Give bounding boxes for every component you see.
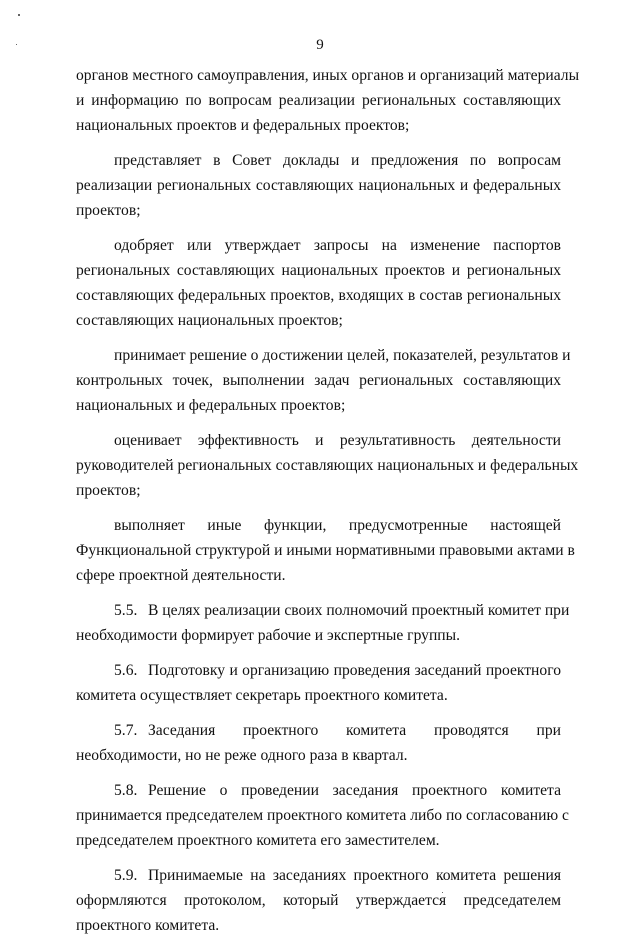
text-line: составляющих национальных проектов; bbox=[76, 312, 343, 329]
text-line: контрольных точек, выполнении задач региональных составляющих bbox=[76, 372, 561, 389]
text-line: необходимости, но не реже одного раза в квартал. bbox=[76, 747, 408, 764]
clause-number: 5.8. bbox=[114, 782, 138, 799]
text-line: одобряет или утверждает запросы на изменение паспортов bbox=[114, 237, 561, 254]
clause-number: 5.7. bbox=[114, 722, 138, 739]
paragraph-evaluates bbox=[76, 428, 579, 503]
text-line bbox=[76, 778, 561, 803]
text-line: представляет в Совет доклады и предложения по вопросам bbox=[114, 152, 561, 169]
clause-5-7 bbox=[76, 718, 561, 768]
text-line: сфере проектной деятельности. bbox=[76, 567, 286, 584]
scan-speck bbox=[18, 14, 20, 16]
clause-text: Подготовку и организацию проведения заседаний проектного bbox=[148, 662, 561, 679]
paragraph-decision-goals bbox=[76, 343, 571, 418]
text-line: оценивает эффективность и результативность деятельности bbox=[114, 432, 561, 449]
text-line: комитета осуществляет секретарь проектного комитета. bbox=[76, 687, 448, 704]
text-line: национальных проектов и федеральных проектов; bbox=[76, 117, 410, 134]
text-line: председателем проектного комитета его заместителем. bbox=[76, 832, 440, 849]
text-line bbox=[76, 598, 570, 623]
paragraph-approves-requests bbox=[76, 233, 561, 333]
text-line: проектов; bbox=[76, 202, 141, 219]
text-line: и информацию по вопросам реализации региональных составляющих bbox=[76, 92, 561, 109]
document-body bbox=[76, 63, 580, 948]
clause-number: 5.9. bbox=[114, 867, 138, 884]
text-line: реализации региональных составляющих национальных и федеральных bbox=[76, 177, 561, 194]
clause-text: В целях реализации своих полномочий проектный комитет при bbox=[148, 602, 570, 619]
text-line: выполняет иные функции, предусмотренные настоящей bbox=[114, 517, 561, 534]
text-line: руководителей региональных составляющих национальных и федеральных bbox=[76, 457, 579, 474]
paragraph-other-functions bbox=[76, 513, 575, 588]
clause-number: 5.6. bbox=[114, 662, 138, 679]
clause-text: Заседания проектного комитета проводятся при bbox=[148, 722, 561, 739]
text-line: принимается председателем проектного комитета либо по согласованию с bbox=[76, 807, 569, 824]
clause-5-8 bbox=[76, 778, 569, 853]
text-line: органов местного самоуправления, иных органов и организаций материалы bbox=[76, 67, 580, 84]
text-line bbox=[76, 718, 561, 743]
text-line: оформляются протоколом, который утверждается председателем bbox=[76, 892, 561, 909]
page-number: 9 bbox=[316, 37, 324, 53]
text-line: проектов; bbox=[76, 482, 141, 499]
clause-5-9 bbox=[76, 863, 561, 938]
clause-text: Принимаемые на заседаниях проектного комитета решения bbox=[148, 867, 561, 884]
text-line: принимает решение о достижении целей, показателей, результатов и bbox=[114, 347, 571, 364]
clause-text: Решение о проведении заседания проектного комитета bbox=[148, 782, 561, 799]
text-line: национальных и федеральных проектов; bbox=[76, 397, 346, 414]
text-line: составляющих федеральных проектов, входящих в состав региональных bbox=[76, 287, 561, 304]
text-line bbox=[76, 863, 561, 888]
text-line: региональных составляющих национальных проектов и региональных bbox=[76, 262, 561, 279]
text-line: необходимости формирует рабочие и экспертные группы. bbox=[76, 627, 461, 644]
text-line: проектного комитета. bbox=[76, 917, 220, 934]
clause-5-5 bbox=[76, 598, 570, 648]
text-line: Функциональной структурой и иными нормативными правовыми актами в bbox=[76, 542, 575, 559]
paragraph-continuation bbox=[76, 63, 580, 138]
text-line bbox=[76, 658, 561, 683]
clause-5-6 bbox=[76, 658, 561, 708]
paragraph-reports bbox=[76, 148, 561, 223]
clause-number: 5.5. bbox=[114, 602, 138, 619]
